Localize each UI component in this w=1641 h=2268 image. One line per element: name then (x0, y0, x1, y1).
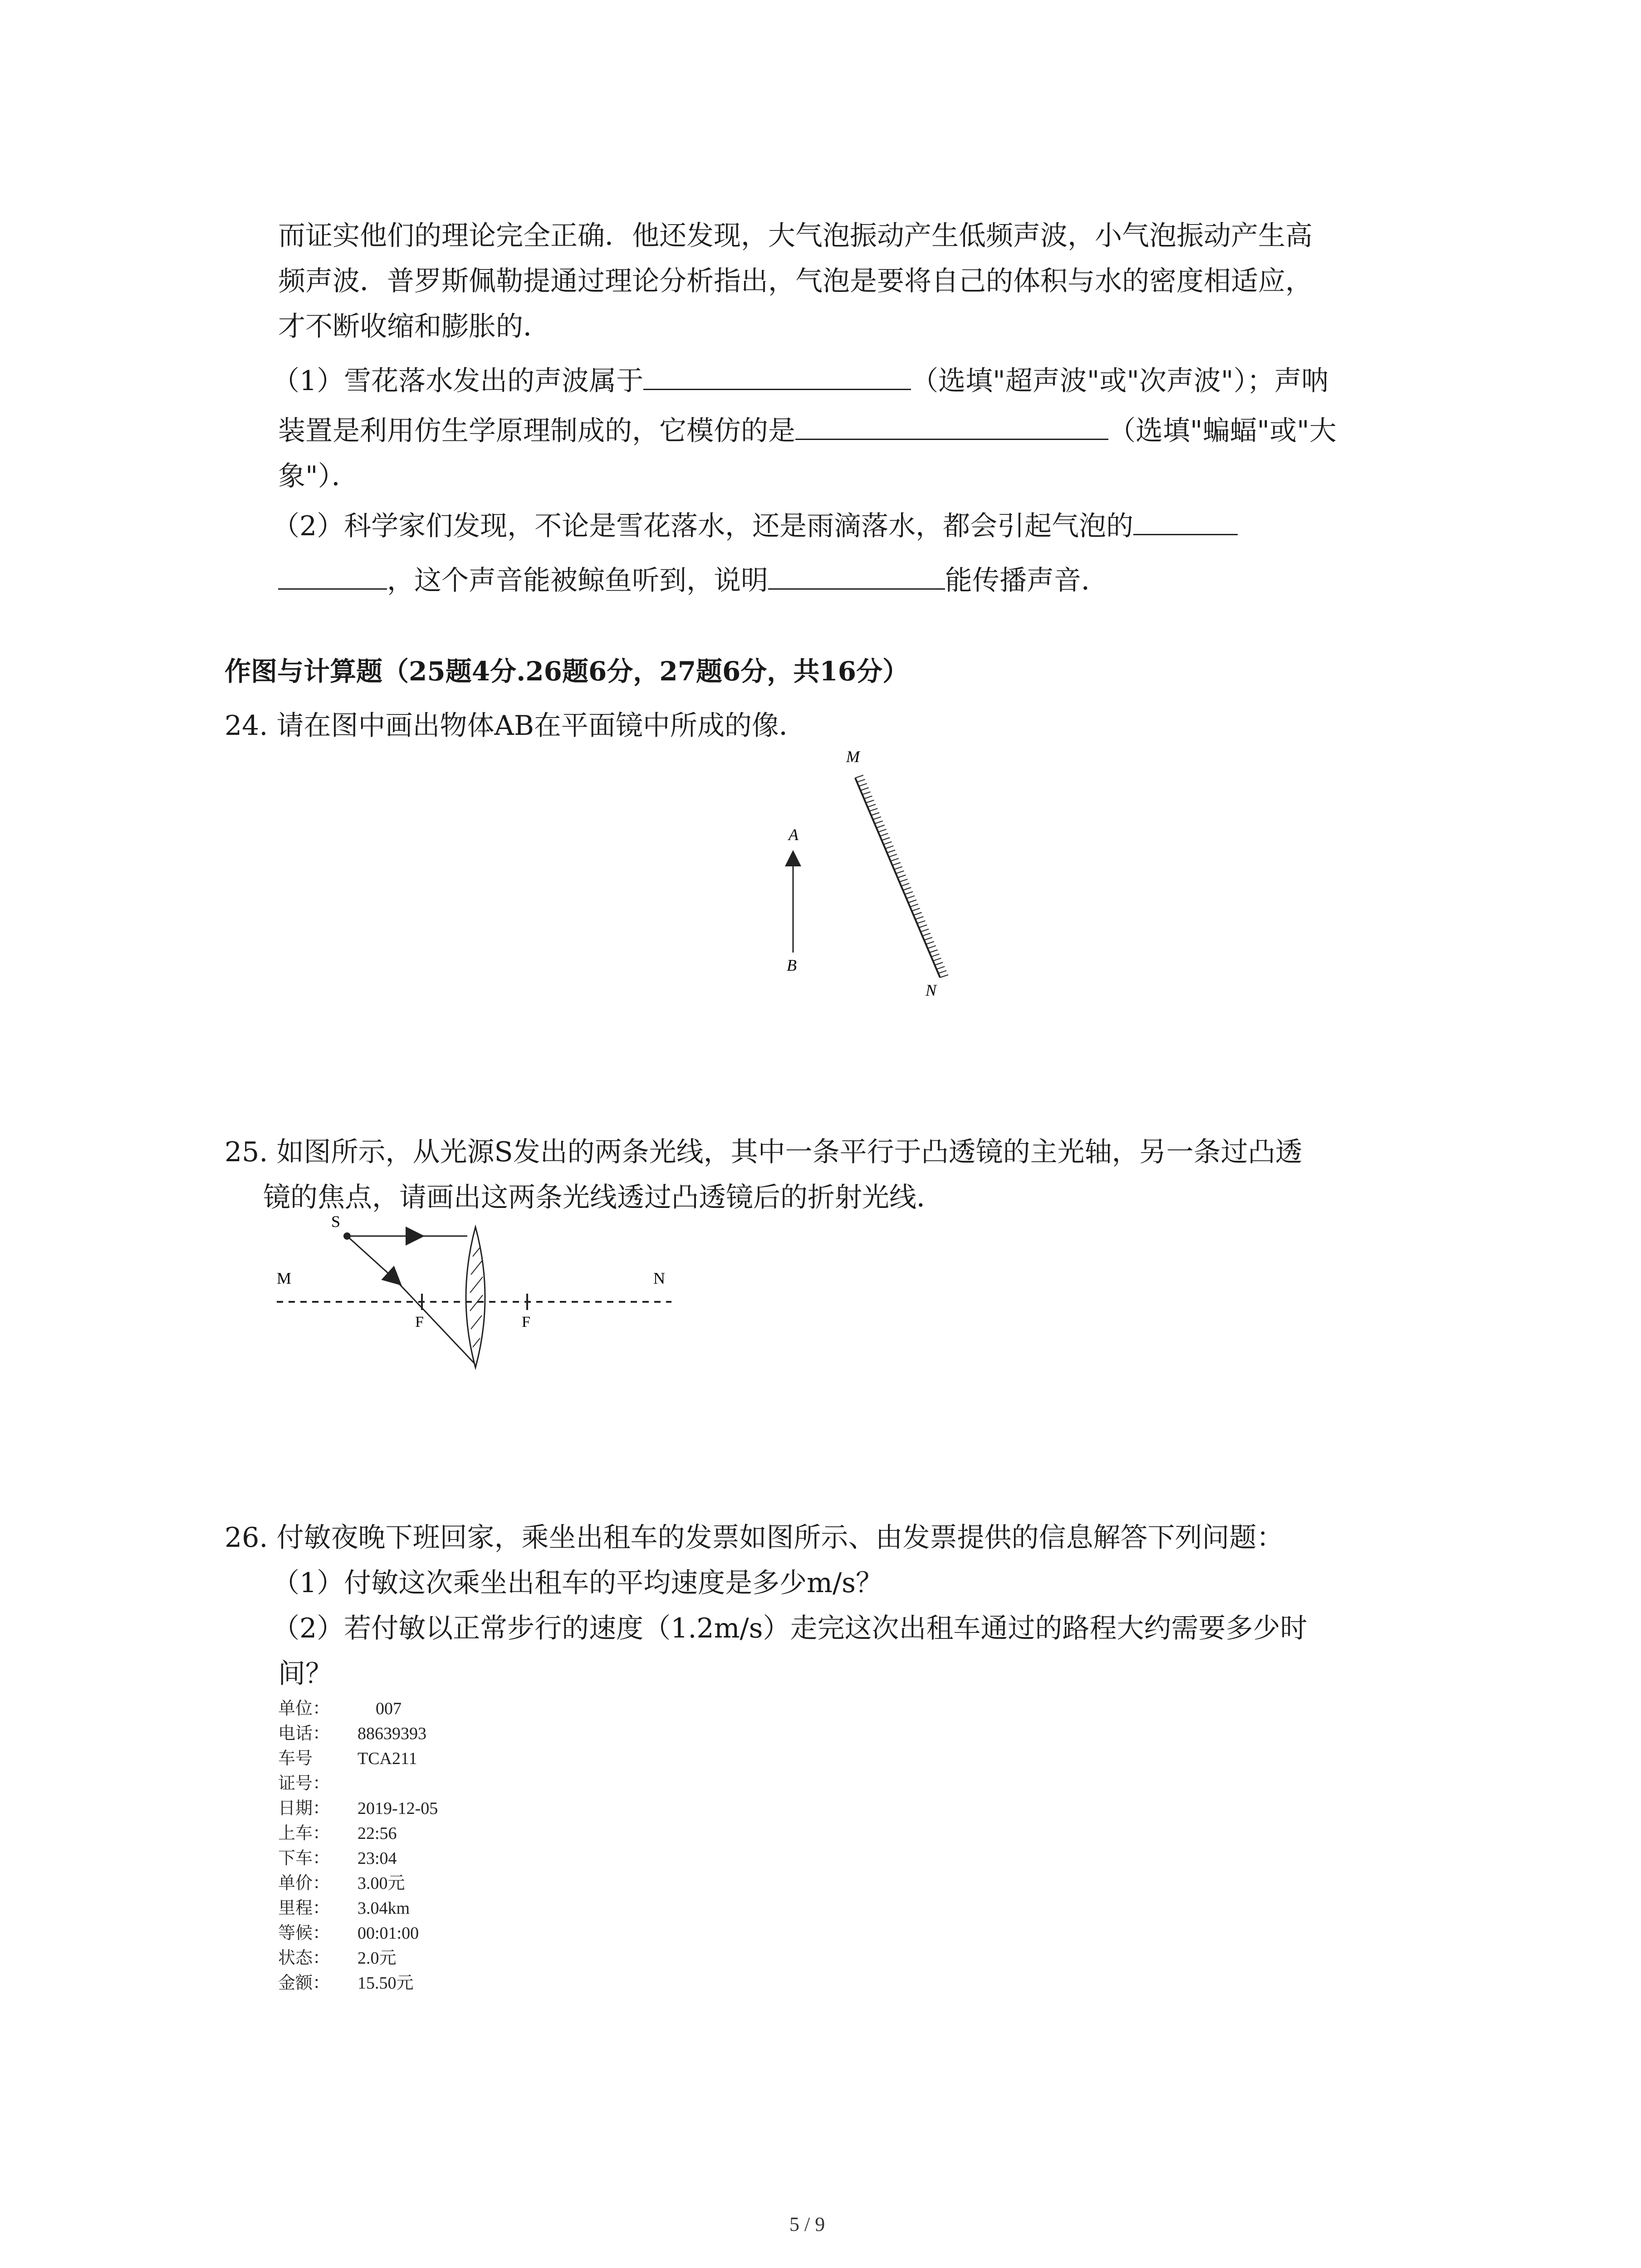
mirror-hatch-tick (930, 950, 938, 953)
mirror-hatching (855, 775, 948, 978)
mirror-diagram (762, 735, 989, 1007)
mirror-hatch-tick (935, 963, 943, 965)
mirror-hatch-tick (882, 838, 890, 841)
receipt-label: 日期： (278, 1799, 330, 1818)
receipt-value: 3.00元 (358, 1874, 405, 1893)
label-n: N (926, 981, 937, 999)
mirror-hatch-tick (908, 900, 916, 903)
mirror-hatch-tick (896, 871, 904, 874)
mirror-hatch-tick (873, 817, 881, 820)
receipt-row (278, 1771, 438, 1796)
answer-blank-medium[interactable] (768, 560, 945, 590)
lens-hatching (470, 1247, 483, 1347)
mirror-hatch-tick (905, 892, 913, 894)
receipt-row (278, 1971, 438, 1996)
q23-part1-text-b: （选填"超声波"或"次声波"）；声呐 (911, 365, 1329, 397)
receipt-label: 车号 (278, 1749, 313, 1768)
mirror-hatch-tick (855, 775, 863, 778)
mirror-hatch-tick (862, 792, 871, 795)
receipt-value: 007 (376, 1699, 402, 1718)
mirror-hatch-tick (910, 904, 918, 907)
receipt-value: 15.50元 (358, 1974, 414, 1993)
receipt-row (278, 1896, 438, 1921)
mirror-hatch-tick (861, 788, 869, 791)
passage-line-1: 而证实他们的理论完全正确．他还发现，大气泡振动产生低频声波，小气泡振动产生高 (278, 220, 1313, 252)
ray-through-focus-segment (395, 1279, 474, 1363)
label-f-right: F (522, 1314, 530, 1330)
q23-part1-text-a: （1）雪花落水发出的声波属于 (272, 365, 644, 397)
label-f-left: F (415, 1314, 424, 1330)
receipt-row (278, 1871, 438, 1896)
receipt-label: 上车： (278, 1824, 330, 1843)
receipt-value: 3.04km (358, 1899, 410, 1918)
mirror-hatch-tick (940, 975, 948, 978)
mirror-hatch-tick (869, 808, 877, 811)
receipt-value: 00:01:00 (358, 1924, 419, 1943)
mirror-hatch-tick (892, 863, 901, 865)
q26-line-1: 26. 付敏夜晚下班回家，乘坐出租车的发票如图所示、由发票提供的信息解答下列问题： (225, 1522, 1284, 1554)
mirror-hatch-tick (889, 854, 897, 857)
q24-text: 24. 请在图中画出物体AB在平面镜中所成的像． (225, 710, 806, 742)
mirror-hatch-tick (871, 813, 879, 816)
q23-part2-line1 (272, 503, 1238, 549)
mirror-hatch-tick (875, 821, 883, 824)
mirror-hatch-tick (936, 967, 945, 969)
lens-diagram (263, 1207, 699, 1397)
q23-part1-line3: 象"）． (278, 460, 359, 492)
receipt-value: 2019-12-05 (358, 1799, 438, 1818)
q23-part1-text-c: 装置是利用仿生学原理制成的，它模仿的是 (278, 415, 795, 447)
label-b: B (787, 956, 797, 974)
mirror-hatch-tick (885, 846, 893, 849)
receipt-label: 状态： (278, 1949, 330, 1968)
receipt-row (278, 1921, 438, 1946)
mirror-hatch-tick (931, 954, 940, 957)
mirror-hatch-tick (898, 875, 906, 878)
mirror-hatch-tick (859, 783, 867, 786)
mirror-hatch-tick (912, 908, 920, 911)
label-a: A (789, 826, 798, 844)
receipt-label: 里程： (278, 1899, 330, 1918)
mirror-hatch-tick (891, 858, 899, 861)
passage-line-3: 才不断收缩和膨胀的． (278, 311, 550, 342)
mirror-hatch-tick (878, 829, 887, 832)
mirror-hatch-tick (867, 804, 876, 807)
label-s: S (331, 1212, 341, 1231)
mirror-hatch-tick (903, 888, 911, 890)
mirror-hatch-tick (901, 883, 909, 886)
mirror-hatch-tick (894, 867, 902, 870)
q23-part2-text-b: ，这个声音能被鲸鱼听到，说明 (387, 565, 768, 596)
receipt-row (278, 1696, 438, 1721)
receipt-row (278, 1946, 438, 1971)
ray-through-focus (347, 1236, 395, 1279)
mirror-hatch-tick (922, 933, 931, 936)
q25-line-2: 镜的焦点，请画出这两条光线透过凸透镜后的折射光线． (263, 1182, 944, 1213)
mirror-hatch-tick (899, 879, 907, 882)
mirror-hatch-tick (857, 779, 865, 782)
receipt-row (278, 1821, 438, 1846)
q23-part2-text-a: （2）科学家们发现，不论是雪花落水，还是雨滴落水，都会引起气泡的 (272, 510, 1134, 542)
receipt-row (278, 1746, 438, 1771)
mirror-hatch-tick (919, 925, 927, 928)
q25-line-1: 25. 如图所示，从光源S发出的两条光线，其中一条平行于凸透镜的主光轴，另一条过凸透 (225, 1136, 1303, 1168)
mirror-hatch-tick (933, 958, 941, 961)
section-title: 作图与计算题（25题4分.26题6分，27题6分，共16分） (225, 656, 909, 687)
answer-blank-wave-type[interactable] (643, 361, 911, 390)
q26-line-3: （2）若付敏以正常步行的速度（1.2m/s）走完这次出租车通过的路程大约需要多少时 (272, 1613, 1308, 1644)
q23-part1-text-d: （选填"蝙蝠"或"大 (1108, 415, 1337, 447)
receipt-row (278, 1796, 438, 1821)
receipt-label: 证号： (278, 1774, 330, 1793)
receipt-row (278, 1721, 438, 1746)
receipt-label: 电话： (278, 1724, 330, 1743)
answer-blank-bubble-1[interactable] (1133, 506, 1238, 535)
mirror-hatch-tick (915, 917, 923, 919)
q26-line-2: （1）付敏这次乘坐出租车的平均速度是多少m/s？ (272, 1567, 883, 1599)
label-m-axis: M (277, 1269, 292, 1287)
receipt-value: 2.0元 (358, 1949, 397, 1968)
receipt-value: 23:04 (358, 1849, 397, 1868)
mirror-hatch-tick (883, 842, 892, 845)
receipt-label: 单位： (278, 1699, 330, 1718)
mirror-hatch-tick (914, 913, 922, 915)
label-m: M (846, 748, 860, 766)
answer-blank-bionic[interactable] (795, 411, 1108, 440)
convex-lens (466, 1227, 485, 1368)
q23-part1-line2 (278, 408, 1337, 454)
mirror-hatch-tick (938, 971, 946, 973)
mirror-hatch-tick (928, 946, 936, 948)
q23-part2-text-c: 能传播声音． (945, 565, 1108, 596)
mirror-hatch-tick (926, 942, 934, 944)
mirror-hatch-tick (877, 825, 885, 828)
mirror-hatch-tick (924, 938, 932, 940)
receipt-label: 单价： (278, 1874, 330, 1893)
receipt-label: 等候： (278, 1924, 330, 1943)
receipt-label: 下车： (278, 1849, 330, 1868)
q26-line-4: 间？ (278, 1658, 333, 1690)
mirror-hatch-tick (917, 921, 925, 924)
receipt-value: 88639393 (358, 1724, 426, 1743)
mirror-hatch-tick (864, 796, 872, 799)
mirror-hatch-tick (887, 850, 895, 853)
passage-line-2: 频声波．普罗斯佩勒提通过理论分析指出，气泡是要将自己的体积与水的密度相适应， (278, 265, 1313, 297)
label-n-axis: N (653, 1269, 665, 1287)
receipt-value: 22:56 (358, 1824, 397, 1843)
q23-part1-line1 (272, 358, 1329, 404)
receipt-label: 金额： (278, 1974, 330, 1993)
receipt-value: TCA211 (358, 1749, 417, 1768)
page-number: 5 / 9 (789, 2213, 825, 2235)
mirror-hatch-tick (921, 929, 929, 932)
taxi-receipt (278, 1696, 438, 1996)
mirror-hatch-tick (906, 896, 915, 899)
mirror-hatch-tick (866, 800, 874, 803)
answer-blank-bubble-2[interactable] (278, 560, 387, 590)
q23-part2-line2 (278, 558, 1108, 603)
receipt-row (278, 1846, 438, 1871)
mirror-hatch-tick (880, 833, 888, 836)
